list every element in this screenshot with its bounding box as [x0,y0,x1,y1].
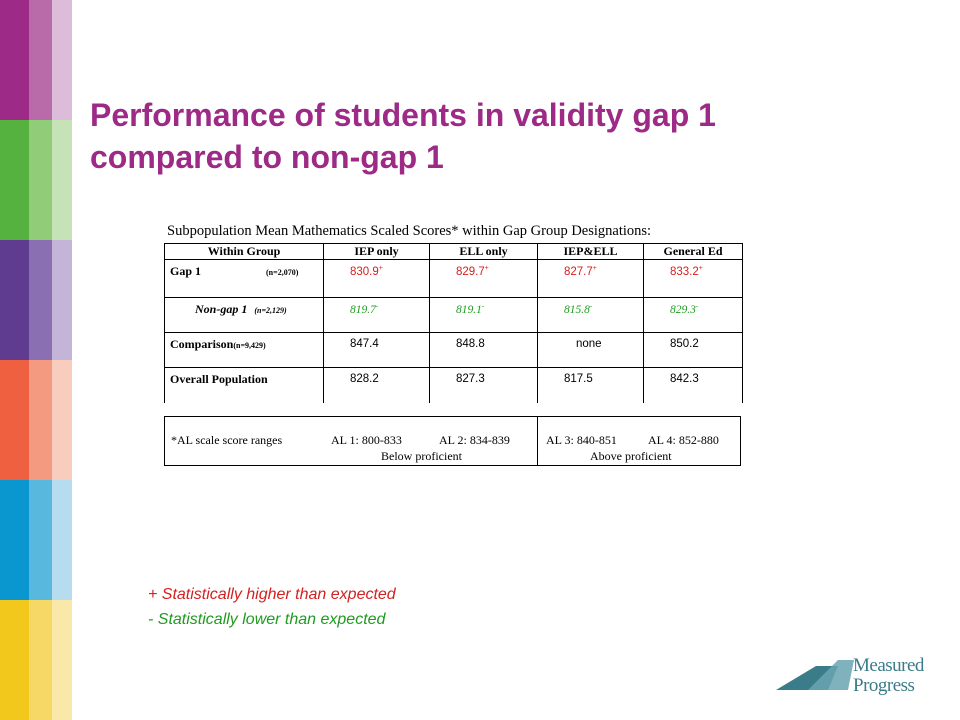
table-row-overall-population [165,368,743,403]
scores-table [164,243,743,403]
stripe-segment [29,360,52,480]
table-row-non-gap-1 [165,298,743,333]
cell-value: 829.7 [456,265,485,278]
stripe-segment [52,240,72,360]
lower-mark: - [481,302,485,310]
table-cell [430,260,538,298]
cell-value: 829.3 [670,303,696,316]
table-cell [644,333,743,368]
range-al2: AL 2: 834-839 [439,433,510,447]
cell-value: 815.8 [564,303,590,316]
cell-value: 819.1 [456,303,482,316]
stripe-segment [29,600,52,720]
cell-value: 842.3 [670,373,699,385]
cell-value: 827.3 [456,373,485,385]
table-cell [430,368,538,403]
stripe-segment [0,0,29,120]
header-iep-ell: IEP&ELL [538,244,644,260]
score-ranges-box [164,416,741,466]
above-proficient-label: Above proficient [590,449,672,463]
stripe-segment [52,600,72,720]
range-al4: AL 4: 852-880 [648,433,719,447]
cell-value: 830.9 [350,265,379,278]
table-cell [538,333,644,368]
table-cell [324,368,430,403]
row-label-text: Non-gap 1 [195,302,248,316]
lower-mark: - [375,302,379,310]
stripe-segment [52,360,72,480]
cell-value: 833.2 [670,265,699,278]
cell-value: 817.5 [564,373,593,385]
row-n-count: (n=9,429) [233,341,266,350]
cell-value: 827.7 [564,265,593,278]
decorative-color-stripes [0,0,72,720]
key-lower: - Statistically lower than expected [148,611,386,628]
higher-mark: + [484,265,489,272]
lower-mark: - [589,302,593,310]
logo-text-line-2: Progress [853,675,915,696]
table-row-gap-1 [165,260,743,298]
higher-mark: + [698,265,703,272]
below-proficient-label: Below proficient [381,449,462,463]
header-within-group: Within Group [165,244,324,260]
stripe-band [0,480,72,600]
logo-text-line-1: Measured [853,655,924,676]
range-al3: AL 3: 840-851 [546,433,617,447]
higher-mark: + [592,265,597,272]
cell-value: 848.8 [456,338,485,350]
table-caption: Subpopulation Mean Mathematics Scaled Scores* within Gap Group Designations: [167,223,652,239]
slide-title-line-2: compared to non-gap 1 [90,139,444,175]
row-label-text: Comparison [170,337,234,351]
table-cell [644,298,743,333]
row-label-text: Gap 1 [170,264,202,278]
slide-title-line-1: Performance of students in validity gap 1 [90,97,716,133]
table-cell [324,260,430,298]
cell-value: none [576,338,602,350]
stripe-segment [0,360,29,480]
stripe-segment [0,480,29,600]
cell-value: 819.7 [350,303,376,316]
cell-value: 847.4 [350,338,379,350]
ranges-label: *AL scale score ranges [171,433,283,447]
table-header-row [165,244,743,260]
cell-value: 828.2 [350,373,379,385]
slide-title [90,94,890,178]
stripe-band [0,120,72,240]
header-general-ed: General Ed [644,244,743,260]
row-label [165,298,324,333]
stripe-band [0,240,72,360]
stripe-segment [0,120,29,240]
stripe-segment [0,240,29,360]
higher-mark: + [378,265,383,272]
table-cell [430,333,538,368]
ranges-divider [537,417,538,465]
stripe-segment [29,120,52,240]
stripe-segment [52,480,72,600]
stripe-band [0,0,72,120]
stripe-segment [29,0,52,120]
stripe-band [0,600,72,720]
table-cell [538,368,644,403]
table-cell [644,368,743,403]
row-label [165,260,324,298]
stripe-segment [0,600,29,720]
header-iep-only: IEP only [324,244,430,260]
stripe-segment [29,480,52,600]
row-n-count: (n=2,070) [266,268,299,277]
table-cell [538,260,644,298]
stripe-segment [52,0,72,120]
table-cell [430,298,538,333]
table-cell [538,298,644,333]
header-ell-only: ELL only [430,244,538,260]
table-row-comparison [165,333,743,368]
cell-value: 850.2 [670,338,699,350]
range-al1: AL 1: 800-833 [331,433,402,447]
key-higher: + Statistically higher than expected [148,586,396,603]
row-label [165,368,324,403]
stripe-band [0,360,72,480]
stripe-segment [29,240,52,360]
table-cell [644,260,743,298]
row-label [165,333,324,368]
row-label-text: Overall Population [170,372,268,386]
stripe-segment [52,120,72,240]
table-cell [324,298,430,333]
table-cell [324,333,430,368]
lower-mark: - [695,302,699,310]
row-n-count: (n=2,129) [254,306,287,315]
